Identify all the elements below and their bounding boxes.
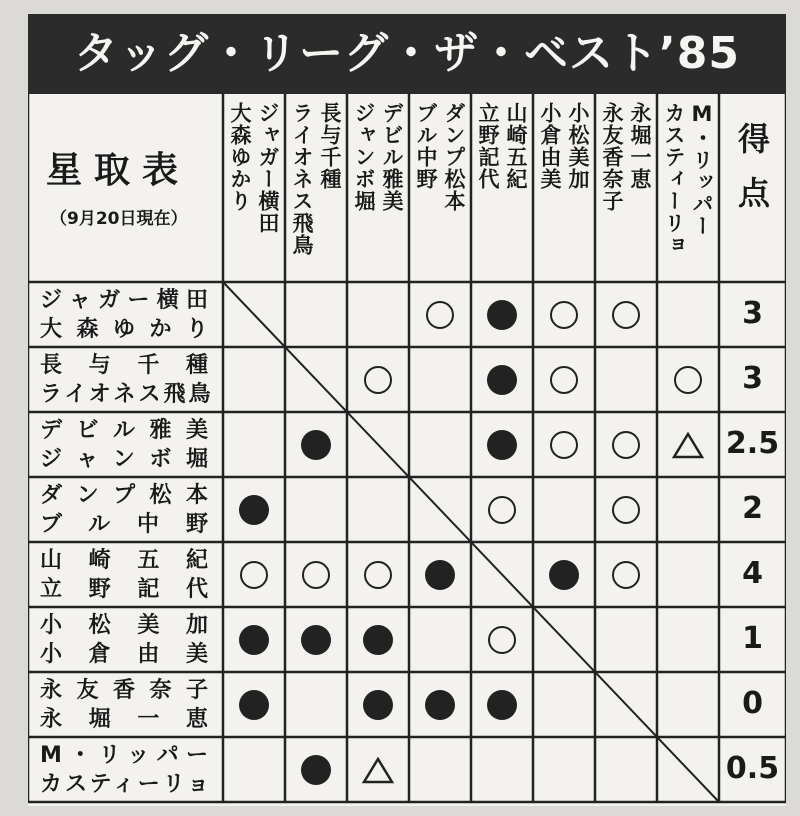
loss-dot-icon	[301, 625, 331, 655]
column-header-team-1-line-1: 大森ゆかり	[228, 102, 252, 212]
win-circle-icon	[612, 561, 640, 589]
win-circle-icon	[550, 431, 578, 459]
column-header-team-7-line-2: 永堀一恵	[628, 102, 652, 190]
row-label-team-7-line-2: 永堀一恵	[40, 707, 211, 732]
column-header-team-6-line-1: 小倉由美	[538, 102, 562, 190]
team-score: 0	[742, 686, 763, 721]
draw-triangle-icon	[361, 755, 395, 785]
row-label-team-3-line-1: デビル雅美	[40, 418, 211, 443]
loss-dot-icon	[487, 690, 517, 720]
column-header-team-7-line-1: 永友香奈子	[600, 102, 624, 212]
win-circle-icon	[488, 626, 516, 654]
win-circle-icon	[550, 301, 578, 329]
win-circle-icon	[364, 366, 392, 394]
column-header-team-8-line-2: M・リッパー	[690, 102, 714, 237]
column-header-team-6-line-2: 小松美加	[566, 102, 590, 190]
win-circle-icon	[302, 561, 330, 589]
column-header-team-5-line-1: 立野記代	[476, 102, 500, 190]
loss-dot-icon	[425, 560, 455, 590]
win-circle-icon	[240, 561, 268, 589]
row-label-team-5-line-2: 立野記代	[40, 577, 211, 602]
team-score: 2	[742, 491, 763, 526]
banner-title: タッグ・リーグ・ザ・ベスト’85	[74, 28, 740, 79]
loss-dot-icon	[301, 755, 331, 785]
team-score: 3	[742, 361, 763, 396]
loss-dot-icon	[301, 430, 331, 460]
loss-dot-icon	[239, 690, 269, 720]
row-label-team-1-line-2: 大森ゆかり	[40, 317, 211, 342]
win-circle-icon	[488, 496, 516, 524]
loss-dot-icon	[425, 690, 455, 720]
loss-dot-icon	[549, 560, 579, 590]
loss-dot-icon	[363, 690, 393, 720]
column-header-team-8-line-1: カスティーリョ	[662, 102, 686, 256]
draw-triangle-icon	[671, 430, 705, 460]
win-circle-icon	[612, 301, 640, 329]
column-header-team-2-line-2: 長与千種	[318, 102, 342, 190]
win-circle-icon	[426, 301, 454, 329]
row-label-team-2-line-1: 長与千種	[40, 353, 211, 378]
win-circle-icon	[612, 496, 640, 524]
as-of-date: （9月20日現在）	[50, 209, 188, 229]
row-label-team-7-line-1: 永友香奈子	[40, 678, 211, 703]
loss-dot-icon	[487, 365, 517, 395]
loss-dot-icon	[239, 625, 269, 655]
loss-dot-icon	[239, 495, 269, 525]
loss-dot-icon	[363, 625, 393, 655]
win-circle-icon	[550, 366, 578, 394]
column-header-team-3-line-1: ジャンボ堀	[352, 102, 376, 212]
column-header-team-4-line-1: ブル中野	[414, 102, 438, 190]
row-label-team-8-line-2: カスティーリョ	[40, 772, 213, 797]
win-circle-icon	[612, 431, 640, 459]
win-circle-icon	[364, 561, 392, 589]
column-header-team-1-line-2: ジャガー横田	[256, 102, 280, 234]
team-score: 2.5	[725, 426, 780, 461]
row-label-team-5-line-1: 山崎五紀	[40, 548, 211, 573]
row-label-team-4-line-2: ブル中野	[40, 512, 211, 537]
score-header: 得点	[733, 122, 771, 230]
row-label-team-1-line-1: ジャガー横田	[40, 288, 211, 313]
row-label-team-6-line-2: 小倉由美	[40, 642, 211, 667]
row-label-team-3-line-2: ジャンボ堀	[40, 447, 211, 472]
team-score: 0.5	[725, 751, 780, 786]
row-label-team-6-line-1: 小松美加	[40, 613, 211, 638]
column-header-team-3-line-2: デビル雅美	[380, 102, 404, 212]
team-score: 4	[742, 556, 763, 591]
row-label-team-8-line-1: M・リッパー	[40, 743, 211, 768]
loss-dot-icon	[487, 300, 517, 330]
table-title: 星取表	[46, 150, 191, 191]
row-label-team-4-line-1: ダンプ松本	[40, 483, 211, 508]
column-header-team-2-line-1: ライオネス飛鳥	[290, 102, 314, 256]
team-score: 1	[742, 621, 763, 656]
win-circle-icon	[674, 366, 702, 394]
team-score: 3	[742, 296, 763, 331]
standings-sheet	[28, 14, 786, 806]
loss-dot-icon	[487, 430, 517, 460]
column-header-team-4-line-2: ダンプ松本	[442, 102, 466, 212]
column-header-team-5-line-2: 山崎五紀	[504, 102, 528, 190]
row-label-team-2-line-2: ライオネス飛鳥	[40, 382, 214, 407]
